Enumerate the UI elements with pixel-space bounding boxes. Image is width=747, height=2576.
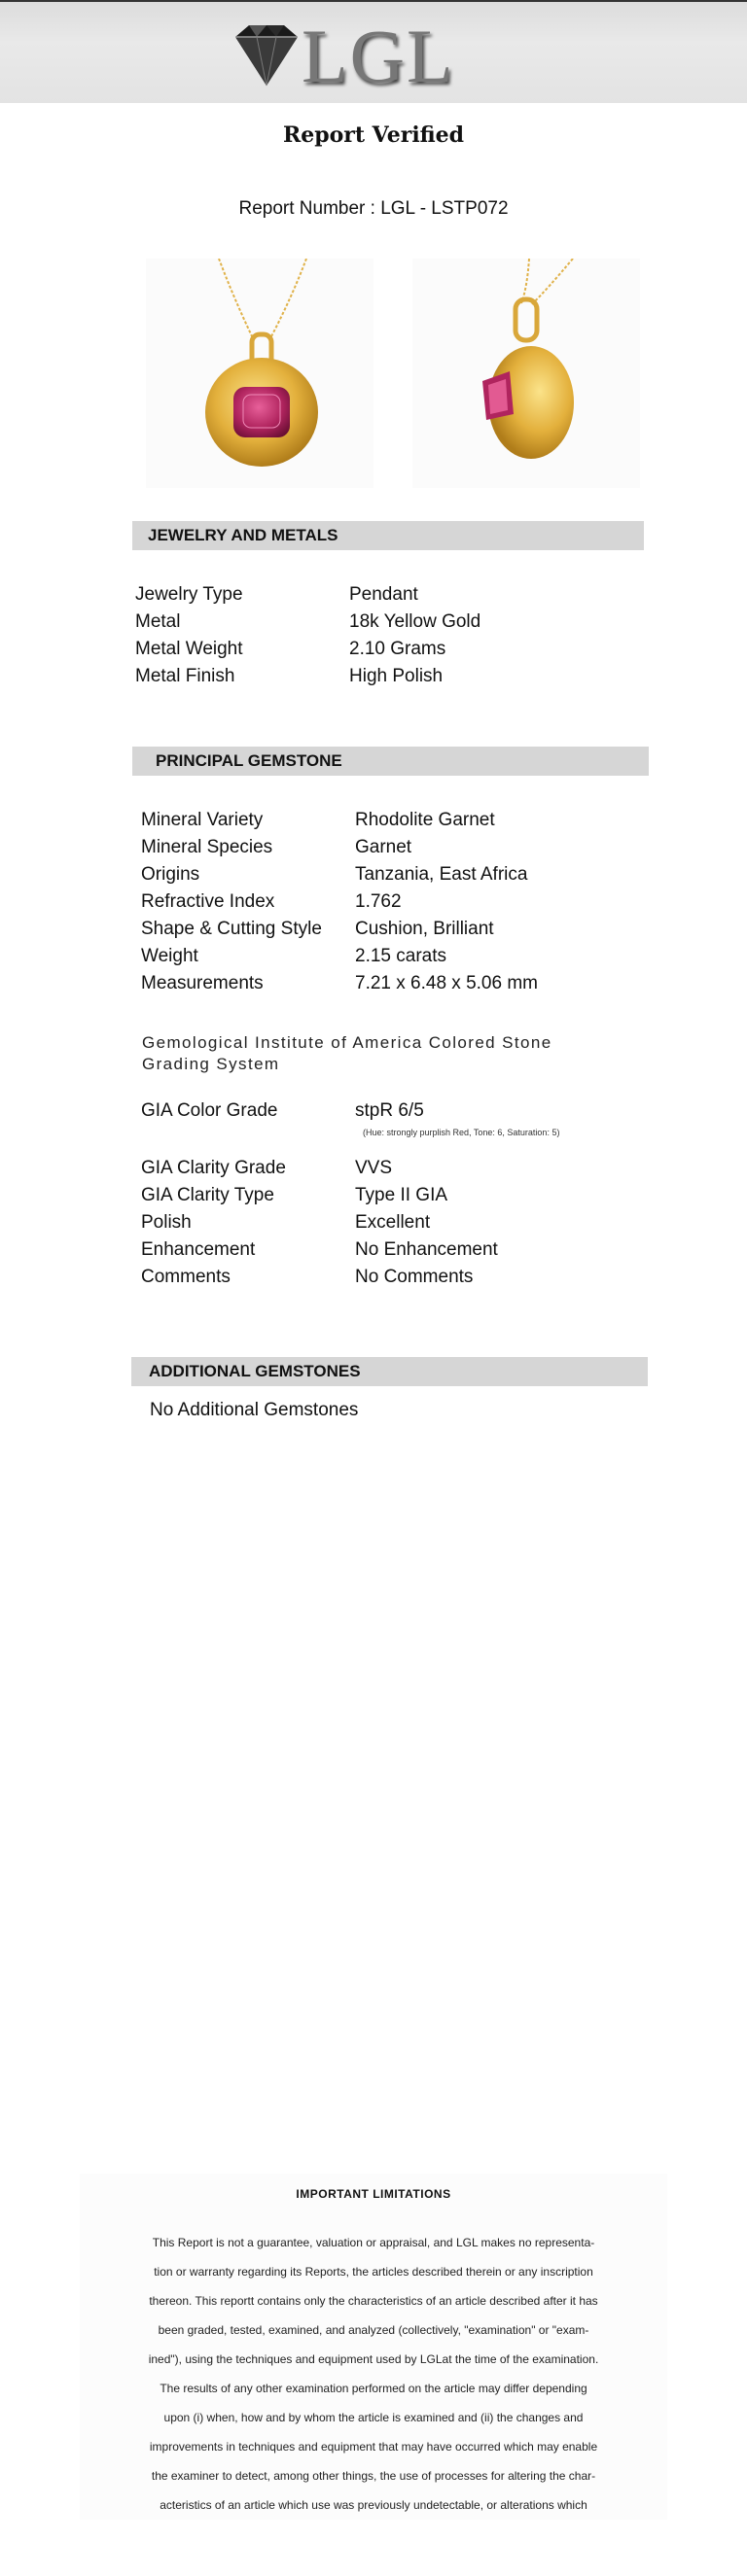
important-limitations (80, 2174, 667, 2520)
row-value: 18k Yellow Gold (349, 611, 481, 632)
limitations-line: The results of any other examination performed on the article may differ depending (160, 2382, 587, 2395)
report-number: Report Number : LGL - LSTP072 (238, 198, 509, 219)
pendant-front-photo (146, 259, 374, 488)
row-value: VVS (355, 1158, 393, 1178)
row-label: Mineral Species (141, 837, 273, 857)
limitations-text (101, 2228, 646, 2520)
row-value: 1.762 (355, 891, 402, 912)
row-label: Refractive Index (141, 891, 275, 912)
row-value: No Enhancement (355, 1239, 498, 1260)
row-value: Excellent (355, 1212, 431, 1233)
section-heading-jewelry: JEWELRY AND METALS (132, 521, 644, 550)
limitations-line: thereon. This reportt contains only the characteristics of an article described after it has (149, 2294, 598, 2308)
limitations-line: upon (i) when, how and by whom the article is examined and (ii) the changes and (163, 2411, 584, 2424)
row-label: Metal Finish (135, 666, 235, 686)
row-value: No Comments (355, 1267, 474, 1287)
row-value: 7.21 x 6.48 x 5.06 mm (355, 973, 538, 993)
row-label: Mineral Variety (141, 810, 264, 830)
gia-system-title: Gemological Institute of America Colored Stone Grading System (142, 1033, 552, 1073)
lgl-logo[interactable] (228, 14, 480, 98)
diamond-icon (228, 23, 305, 91)
limitations-line: This Report is not a guarantee, valuation or appraisal, and LGL makes no representa- (152, 2236, 595, 2249)
row-label: Jewelry Type (135, 584, 243, 605)
row-label: Measurements (141, 973, 264, 993)
limitations-line: ined"), using the techniques and equipment used by LGLat the time of the examination. (148, 2352, 599, 2366)
limitations-line: the examiner to detect, among other things, the use of processes for altering the char- (151, 2469, 596, 2483)
row-value: Rhodolite Garnet (355, 810, 495, 830)
page-title: Report Verified (282, 122, 465, 148)
row-value: 2.10 Grams (349, 639, 446, 659)
row-value: Pendant (349, 584, 418, 605)
section-heading-additional: ADDITIONAL GEMSTONES (131, 1357, 648, 1386)
limitations-line: tion or warranty regarding its Reports, the articles described therein or any inscription (154, 2265, 593, 2279)
limitations-line: acteristics of an article which use was previously undetectable, or alterations which (160, 2498, 587, 2512)
row-value: Cushion, Brilliant (355, 919, 494, 939)
row-value: 2.15 carats (355, 946, 446, 966)
pendant-side-photo (412, 259, 640, 488)
row-label: Origins (141, 864, 200, 885)
row-value: stpR 6/5 (355, 1100, 424, 1121)
row-label: Polish (141, 1212, 192, 1233)
row-label: GIA Clarity Type (141, 1185, 274, 1205)
row-label: Enhancement (141, 1239, 256, 1260)
row-value: Garnet (355, 837, 412, 857)
section-heading-gemstone: PRINCIPAL GEMSTONE (132, 747, 649, 776)
additional-gemstones-value: No Additional Gemstones (150, 1400, 359, 1420)
row-label: Shape & Cutting Style (141, 919, 322, 939)
row-label: Metal (135, 611, 181, 632)
row-label: GIA Color Grade (141, 1100, 278, 1121)
logo-text: LGL (302, 14, 455, 98)
row-value: Type II GIA (355, 1185, 448, 1205)
row-label: Metal Weight (135, 639, 243, 659)
limitations-heading: IMPORTANT LIMITATIONS (296, 2187, 451, 2201)
row-value: High Polish (349, 666, 444, 686)
gia-color-note: (Hue: strongly purplish Red, Tone: 6, Saturation: 5) (363, 1128, 560, 1137)
row-value: Tanzania, East Africa (355, 864, 528, 885)
row-label: GIA Clarity Grade (141, 1158, 286, 1178)
row-label: Weight (141, 946, 198, 966)
limitations-line: improvements in techniques and equipment that may have occurred which may enable (149, 2440, 598, 2454)
row-label: Comments (141, 1267, 231, 1287)
limitations-line: been graded, tested, examined, and analyzed (collectively, "examination" or "exam- (158, 2323, 589, 2337)
header-banner (0, 0, 747, 103)
